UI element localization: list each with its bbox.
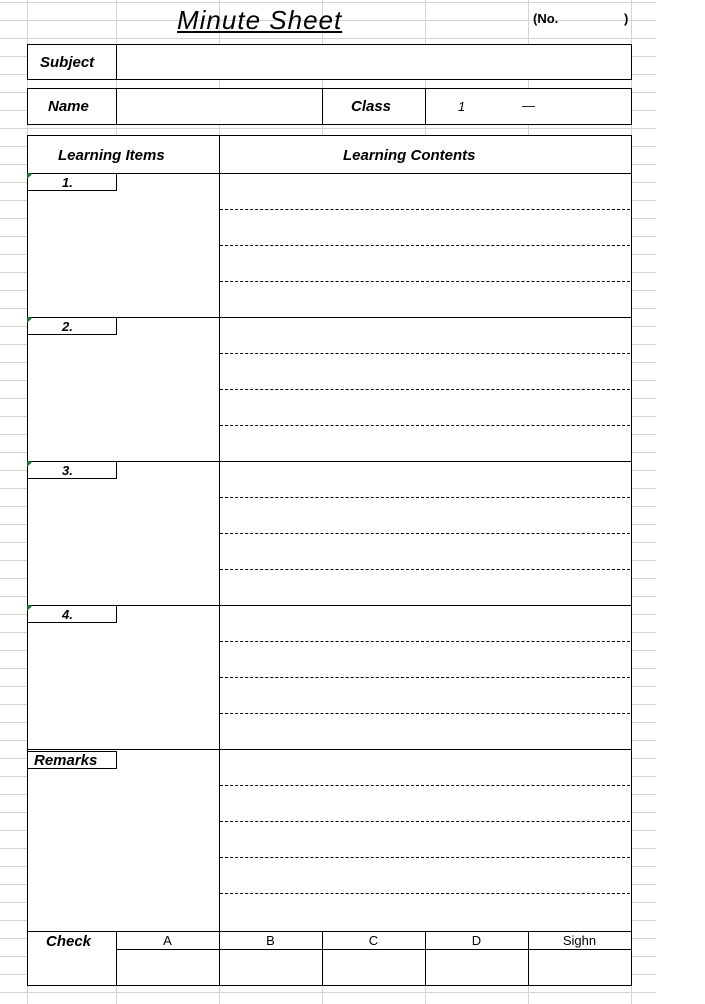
writing-line	[220, 281, 630, 282]
check-column-header: Sighn	[562, 933, 597, 948]
check-column-header: B	[266, 933, 275, 948]
check-cell[interactable]	[529, 950, 631, 985]
class-dash: —	[522, 98, 535, 113]
gridline-horizontal	[0, 992, 657, 993]
cell-comment-marker	[27, 605, 33, 611]
writing-line	[220, 569, 630, 570]
item-number-label: 1.	[62, 175, 73, 190]
writing-line	[220, 821, 630, 822]
item-number-label: 2.	[62, 319, 73, 334]
section-divider	[27, 605, 632, 606]
class-label-divider	[322, 88, 323, 125]
name-field[interactable]	[118, 90, 321, 123]
check-cell[interactable]	[220, 950, 322, 985]
gridline-horizontal	[0, 128, 657, 129]
gridline-horizontal	[0, 2, 657, 3]
subject-divider	[116, 44, 117, 80]
check-cell[interactable]	[426, 950, 528, 985]
check-column-header: D	[471, 933, 482, 948]
check-column-header: C	[368, 933, 379, 948]
cell-comment-marker	[27, 173, 33, 179]
item-number-label: 4.	[62, 607, 73, 622]
writing-line	[220, 893, 630, 894]
writing-line	[220, 497, 630, 498]
remarks-label: Remarks	[34, 752, 98, 769]
writing-line	[220, 245, 630, 246]
subject-label: Subject	[40, 54, 95, 71]
writing-line	[220, 389, 630, 390]
class-label: Class	[351, 98, 392, 115]
class-value[interactable]: 1	[458, 99, 466, 114]
sheet-title: Minute Sheet	[177, 5, 343, 35]
learning-contents-header: Learning Contents	[343, 147, 476, 164]
class-value-divider	[425, 88, 426, 125]
sheet-margin	[656, 0, 705, 1004]
writing-line	[220, 353, 630, 354]
table-header-divider	[27, 173, 632, 174]
check-column-header: A	[163, 933, 172, 948]
name-divider	[116, 88, 117, 125]
item-number-label: 3.	[62, 463, 73, 478]
writing-line	[220, 857, 630, 858]
writing-line	[220, 533, 630, 534]
writing-line	[220, 425, 630, 426]
writing-line	[220, 677, 630, 678]
gridline-horizontal	[0, 38, 657, 39]
check-cell[interactable]	[117, 950, 219, 985]
cell-comment-marker	[27, 317, 33, 323]
writing-line	[220, 641, 630, 642]
writing-line	[220, 785, 630, 786]
number-close: )	[624, 11, 629, 26]
subject-field[interactable]	[118, 46, 630, 78]
section-divider	[27, 749, 632, 750]
check-cell[interactable]	[323, 950, 425, 985]
learning-items-header: Learning Items	[58, 147, 165, 164]
cell-comment-marker	[27, 461, 33, 467]
section-divider	[27, 461, 632, 462]
writing-line	[220, 713, 630, 714]
check-label: Check	[46, 933, 92, 950]
section-divider	[27, 317, 632, 318]
name-label: Name	[48, 98, 89, 115]
writing-line	[220, 209, 630, 210]
number-label: (No.	[533, 11, 559, 26]
